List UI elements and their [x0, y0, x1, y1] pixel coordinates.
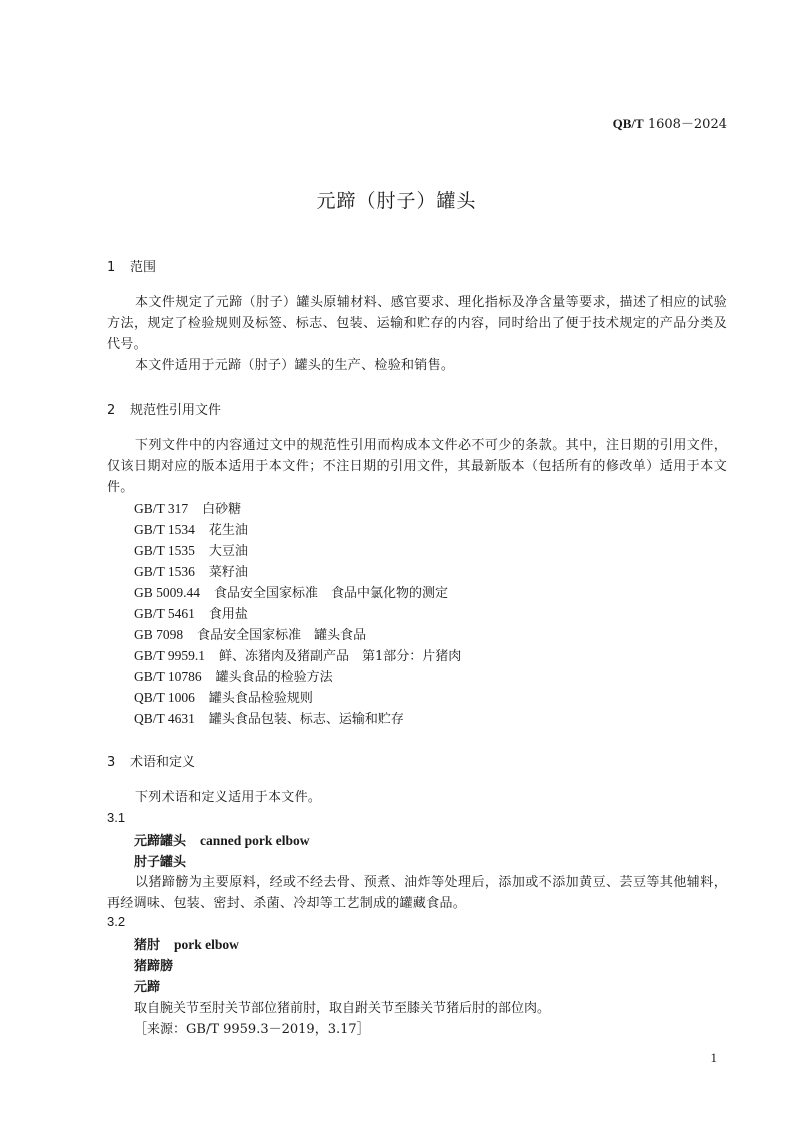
term-definition: 取自腕关节至肘关节部位猪前肘，取自跗关节至膝关节猪后肘的部位肉。 [134, 1001, 551, 1016]
term-source: ［来源：GB/T 9959.3－2019，3.17］ [134, 1022, 370, 1037]
reference-code: GB/T 1534 [134, 522, 195, 537]
term-definition: 以猪蹄髈为主要原料，经或不经去骨、预煮、油炸等处理后，添加或不添加黄豆、芸豆等其他辅料，再经调味、包装、密封、杀菌、冷却等工艺制成的罐藏食品。 [107, 875, 727, 911]
reference-title: 罐头食品包装、标志、运输和贮存 [208, 712, 404, 727]
reference-code: GB/T 1536 [134, 564, 195, 579]
term-preferred [134, 830, 310, 849]
reference-item [134, 666, 333, 685]
reference-item [134, 708, 404, 727]
reference-code: QB/T 4631 [134, 711, 195, 726]
standard-code-number: 1608－2024 [647, 117, 727, 132]
term-zh: 元蹄罐头 [134, 834, 187, 849]
term-zh: 猪肘 [134, 938, 161, 953]
reference-title: 罐头食品检验规则 [208, 691, 313, 706]
reference-item [134, 498, 241, 517]
paragraph-terms-intro: 下列术语和定义适用于本文件。 [135, 790, 322, 805]
reference-code: GB 7098 [134, 627, 184, 642]
paragraph-scope-2: 本文件适用于元蹄（肘子）罐头的生产、检验和销售。 [135, 358, 455, 373]
reference-item [134, 624, 366, 643]
reference-item [134, 540, 248, 559]
reference-item [134, 687, 313, 706]
term-synonym: 元蹄 [134, 980, 161, 995]
section-title: 范围 [130, 260, 157, 275]
reference-title: 大豆油 [208, 544, 248, 559]
reference-code: GB 5009.44 [134, 585, 201, 600]
clause-number: 3.2 [107, 914, 126, 929]
reference-title: 鲜、冻猪肉及猪副产品 第1部分：片猪肉 [219, 649, 462, 664]
paragraph-scope-1: 本文件规定了元蹄（肘子）罐头原辅材料、感官要求、理化指标及净含量等要求，描述了相应的试验方法，规定了检验规则及标签、标志、包装、运输和贮存的内容，同时给出了便于技术规定的产品分类及代号。 [107, 295, 727, 352]
reference-title: 食用盐 [208, 607, 248, 622]
paragraph-references-intro: 下列文件中的内容通过文中的规范性引用而构成本文件必不可少的条款。其中，注日期的引用文件，仅该日期对应的版本适用于本文件；不注日期的引用文件，其最新版本（包括所有的修改单）适用于本文件。 [107, 438, 727, 495]
term-preferred [134, 934, 239, 953]
reference-title: 菜籽油 [208, 565, 248, 580]
term-synonym: 肘子罐头 [134, 855, 187, 870]
term-synonym: 猪蹄膀 [134, 959, 174, 974]
page-number: 1 [710, 1050, 717, 1065]
reference-code: GB/T 9959.1 [134, 648, 206, 663]
reference-item [134, 582, 448, 601]
section-title: 规范性引用文件 [130, 403, 222, 418]
section-heading-terms [107, 751, 195, 770]
section-number: 3 [107, 755, 116, 770]
section-number: 2 [107, 403, 116, 418]
reference-code: GB/T 317 [134, 501, 189, 516]
section-number: 1 [107, 260, 116, 275]
clause-number: 3.1 [107, 810, 126, 825]
reference-item [134, 561, 248, 580]
reference-item [134, 603, 248, 622]
reference-title: 白砂糖 [202, 502, 242, 517]
standard-code-prefix: QB/T [612, 116, 644, 131]
section-heading-normative-references [107, 399, 221, 418]
reference-title: 花生油 [208, 523, 248, 538]
section-heading-scope [107, 256, 156, 275]
term-en: canned pork elbow [200, 833, 310, 848]
reference-code: GB/T 1535 [134, 543, 195, 558]
reference-code: QB/T 1006 [134, 690, 195, 705]
reference-code: GB/T 5461 [134, 606, 195, 621]
standard-code [613, 113, 727, 132]
document-title: 元蹄（肘子）罐头 [316, 190, 477, 212]
reference-item [134, 519, 248, 538]
reference-code: GB/T 10786 [134, 669, 202, 684]
reference-title: 罐头食品的检验方法 [215, 670, 333, 685]
section-title: 术语和定义 [130, 755, 196, 770]
reference-title: 食品安全国家标准 食品中氯化物的测定 [214, 586, 449, 601]
term-en: pork elbow [174, 937, 239, 952]
reference-title: 食品安全国家标准 罐头食品 [197, 628, 367, 643]
reference-item [134, 645, 461, 664]
